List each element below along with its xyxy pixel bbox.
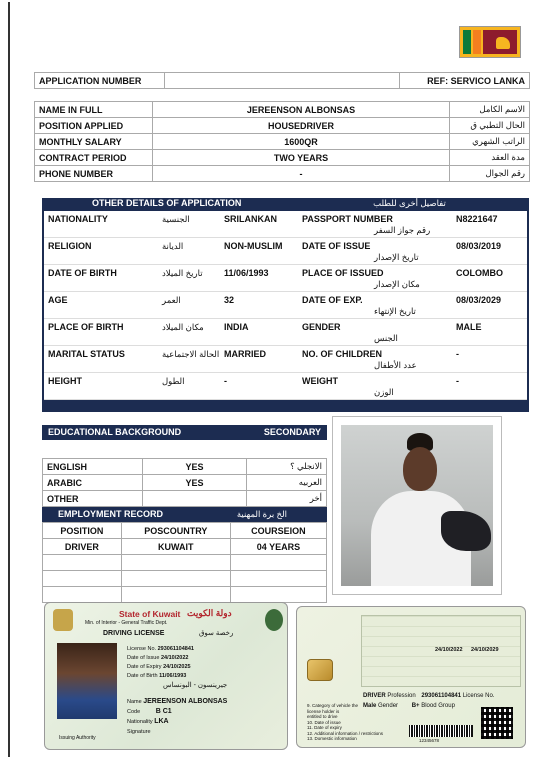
personal-row (35, 118, 530, 134)
language-row (43, 459, 327, 475)
detail-left-value: MARRIED (224, 349, 266, 359)
nationality-label: Nationality (127, 719, 153, 725)
expiry-label: Date of Expiry (127, 664, 162, 670)
language-name: ARABIC (43, 475, 143, 491)
application-page (8, 2, 534, 757)
detail-left-label: MARITAL STATUS (48, 349, 125, 359)
detail-left-label-ar: مكان الميلاد (162, 322, 204, 332)
detail-left-label: DATE OF BIRTH (48, 268, 117, 278)
detail-right-value: - (456, 349, 459, 359)
language-name: ENGLISH (43, 459, 143, 475)
detail-right-label-ar: عدد الأطفال (374, 360, 417, 370)
detail-right-label-ar: تاريخ الإنتهاء (374, 306, 416, 316)
birth-date: 11/06/1993 (159, 673, 187, 679)
personal-label-ar: الاسم الكامل (450, 102, 530, 118)
employment-row (43, 539, 327, 555)
application-number-label: APPLICATION NUMBER (35, 73, 165, 89)
detail-right-label: PLACE OF ISSUED (302, 268, 384, 278)
detail-left-label-ar: الحالة الاجتماعية (162, 349, 220, 359)
other-details-header: OTHER DETAILS OF APPLICATION (92, 198, 242, 208)
issue-label: Date of Issue (127, 655, 160, 661)
language-name-ar: الانجلي ؟ (247, 459, 327, 475)
detail-left-value: 32 (224, 295, 235, 305)
blood-label: Blood Group (421, 703, 455, 709)
details-row (44, 319, 527, 346)
detail-left-label-ar: الديانة (162, 241, 184, 251)
driving-license-back (296, 606, 526, 748)
detail-left-label-ar: الجنسية (162, 214, 190, 224)
name-label: Name (127, 699, 142, 705)
detail-right-label: GENDER (302, 322, 341, 332)
detail-left-label-ar: العمر (162, 295, 181, 305)
employment-table (42, 522, 327, 603)
employment-header-label: EMPLOYMENT RECORD (58, 509, 164, 519)
detail-left-label: AGE (48, 295, 68, 305)
language-table (42, 458, 327, 507)
license-nationality: LKA (154, 718, 169, 725)
license-note: 9. Category of vehicle the (307, 703, 359, 708)
back-date-expiry: 24/10/2029 (471, 647, 499, 653)
employment-duration: 04 YEARS (230, 539, 326, 555)
code-label: Code (127, 709, 141, 715)
license-title-ar: رخصة سوق (199, 630, 234, 637)
personal-value: - (153, 166, 450, 182)
personal-info-table (34, 101, 530, 182)
barcode-number: 12345678 (419, 738, 440, 743)
education-level: SECONDARY (263, 427, 321, 437)
other-details-header-ar: تفاصيل أخرى للطلب (373, 198, 446, 208)
education-header-label: EDUCATIONAL BACKGROUND (48, 427, 182, 437)
detail-left-label: HEIGHT (48, 376, 83, 386)
application-number-value (165, 73, 400, 89)
license-note: entitled to drive (307, 714, 338, 719)
detail-right-label: DATE OF ISSUE (302, 241, 371, 251)
personal-label: NAME IN FULL (35, 102, 153, 118)
personal-value: TWO YEARS (153, 150, 450, 166)
license-title: DRIVING LICENSE (103, 630, 165, 637)
personal-label: PHONE NUMBER (35, 166, 153, 182)
gcc-logo-icon (265, 609, 283, 631)
detail-right-value: COLOMBO (456, 268, 503, 278)
license-note: 12. Additional information / restrictions (307, 730, 384, 736)
language-value (143, 491, 247, 507)
detail-left-label: PLACE OF BIRTH (48, 322, 124, 332)
details-row (44, 292, 527, 319)
employment-col: POSITION (43, 523, 122, 539)
details-row (44, 238, 527, 265)
detail-right-label: DATE OF EXP. (302, 295, 363, 305)
gender-value: Male (363, 703, 377, 709)
kuwait-emblem-icon (53, 609, 73, 631)
license-name-ar: جيرينسون - البونساس (163, 682, 228, 689)
education-header (42, 425, 327, 440)
issuing-authority: Issuing Authority (59, 735, 96, 741)
language-value: YES (143, 459, 247, 475)
employment-position: DRIVER (43, 539, 122, 555)
license-country: State of Kuwait (119, 609, 181, 619)
qr-code-icon (481, 707, 513, 739)
employment-header-ar: الخ برة المهنية (236, 509, 287, 519)
language-name: OTHER (43, 491, 143, 507)
details-row (44, 211, 527, 238)
language-value: YES (143, 475, 247, 491)
personal-value: HOUSEDRIVER (153, 118, 450, 134)
expiry-date: 24/10/2025 (163, 664, 191, 670)
detail-right-label-ar: مكان الإصدار (374, 279, 420, 289)
language-row (43, 475, 327, 491)
applicant-photo (332, 416, 502, 595)
details-row (44, 346, 527, 373)
sri-lanka-flag-icon (459, 26, 521, 58)
license-no: 293061104841 (157, 646, 194, 652)
back-license-no-label: License No. (462, 693, 495, 699)
personal-row (35, 134, 530, 150)
back-license-no: 293061104841 (421, 693, 462, 699)
personal-row (35, 150, 530, 166)
detail-left-label: NATIONALITY (48, 214, 108, 224)
personal-label-ar: مدة العقد (450, 150, 530, 166)
license-no-label: License No. (127, 646, 157, 652)
detail-right-label: WEIGHT (302, 376, 338, 386)
personal-value: JEREENSON ALBONSAS (153, 102, 450, 118)
detail-right-value: MALE (456, 322, 482, 332)
detail-right-label-ar: الوزن (374, 387, 394, 397)
details-row (44, 265, 527, 292)
license-notes (307, 703, 397, 742)
license-code: B C1 (155, 708, 172, 715)
detail-left-value: 11/06/1993 (224, 268, 269, 278)
license-photo (57, 643, 117, 719)
detail-right-value: - (456, 376, 459, 386)
application-number-table (34, 72, 530, 89)
detail-right-label-ar: الجنس (374, 333, 398, 343)
personal-label: CONTRACT PERIOD (35, 150, 153, 166)
employment-empty-row (43, 555, 327, 571)
employment-empty-row (43, 587, 327, 603)
detail-right-value: 08/03/2019 (456, 241, 502, 251)
personal-label: MONTHLY SALARY (35, 134, 153, 150)
personal-label-ar: الحال التطبي ق (450, 118, 530, 134)
issue-date: 24/10/2022 (160, 655, 189, 661)
language-name-ar: أخر (247, 491, 327, 507)
detail-left-value: - (224, 376, 227, 386)
barcode-icon (409, 725, 473, 737)
detail-right-value: N8221647 (456, 214, 498, 224)
employment-empty-row (43, 571, 327, 587)
gender-label: Gender (378, 703, 399, 709)
personal-label-ar: رقم الجوال (450, 166, 530, 182)
detail-right-label: NO. OF CHILDREN (302, 349, 382, 359)
profession-value: DRIVER (363, 693, 386, 699)
profession-label: Profession (387, 693, 416, 699)
language-name-ar: العربيه (247, 475, 327, 491)
birth-label: Date of Birth (127, 673, 158, 679)
license-note: 11. Date of expiry (307, 725, 342, 730)
smart-chip-icon (307, 659, 333, 681)
driving-license-front (44, 602, 288, 750)
language-row (43, 491, 327, 507)
detail-right-value: 08/03/2029 (456, 295, 502, 305)
personal-value: 1600QR (153, 134, 450, 150)
blood-value: B+ (411, 703, 420, 709)
license-name: JEREENSON ALBONSAS (143, 698, 228, 705)
signature-label: Signature (127, 729, 151, 735)
license-note: license holder is (307, 708, 340, 714)
detail-left-label-ar: تاريخ الميلاد (162, 268, 203, 278)
employment-country: KUWAIT (121, 539, 230, 555)
back-date-issue: 24/10/2022 (435, 647, 463, 653)
license-note: 13. Domestic information (307, 736, 357, 741)
detail-right-label-ar: تاريخ الإصدار (374, 252, 419, 262)
ref-label: REF: SERVICO LANKA (400, 73, 530, 89)
personal-row (35, 166, 530, 182)
license-country-ar: دولة الكويت (187, 608, 232, 618)
personal-row (35, 102, 530, 118)
license-ministry: Min. of Interior - General Traffic Dept. (85, 620, 168, 626)
personal-label-ar: الراتب الشهري (450, 134, 530, 150)
license-note: 10. Date of issue (307, 719, 341, 725)
detail-right-label: PASSPORT NUMBER (302, 214, 393, 224)
detail-left-value: SRILANKAN (224, 214, 277, 224)
employment-col: COURSEION (230, 523, 326, 539)
detail-left-value: INDIA (224, 322, 249, 332)
personal-label: POSITION APPLIED (35, 118, 153, 134)
detail-left-label-ar: الطول (162, 376, 185, 386)
employment-header (42, 507, 327, 522)
detail-left-label: RELIGION (48, 241, 92, 251)
employment-col: POSCOUNTRY (121, 523, 230, 539)
detail-left-value: NON-MUSLIM (224, 241, 283, 251)
employment-col-header (43, 523, 327, 539)
detail-right-label-ar: رقم جواز السفر (374, 225, 431, 235)
details-row (44, 373, 527, 400)
other-details-section (42, 198, 529, 412)
